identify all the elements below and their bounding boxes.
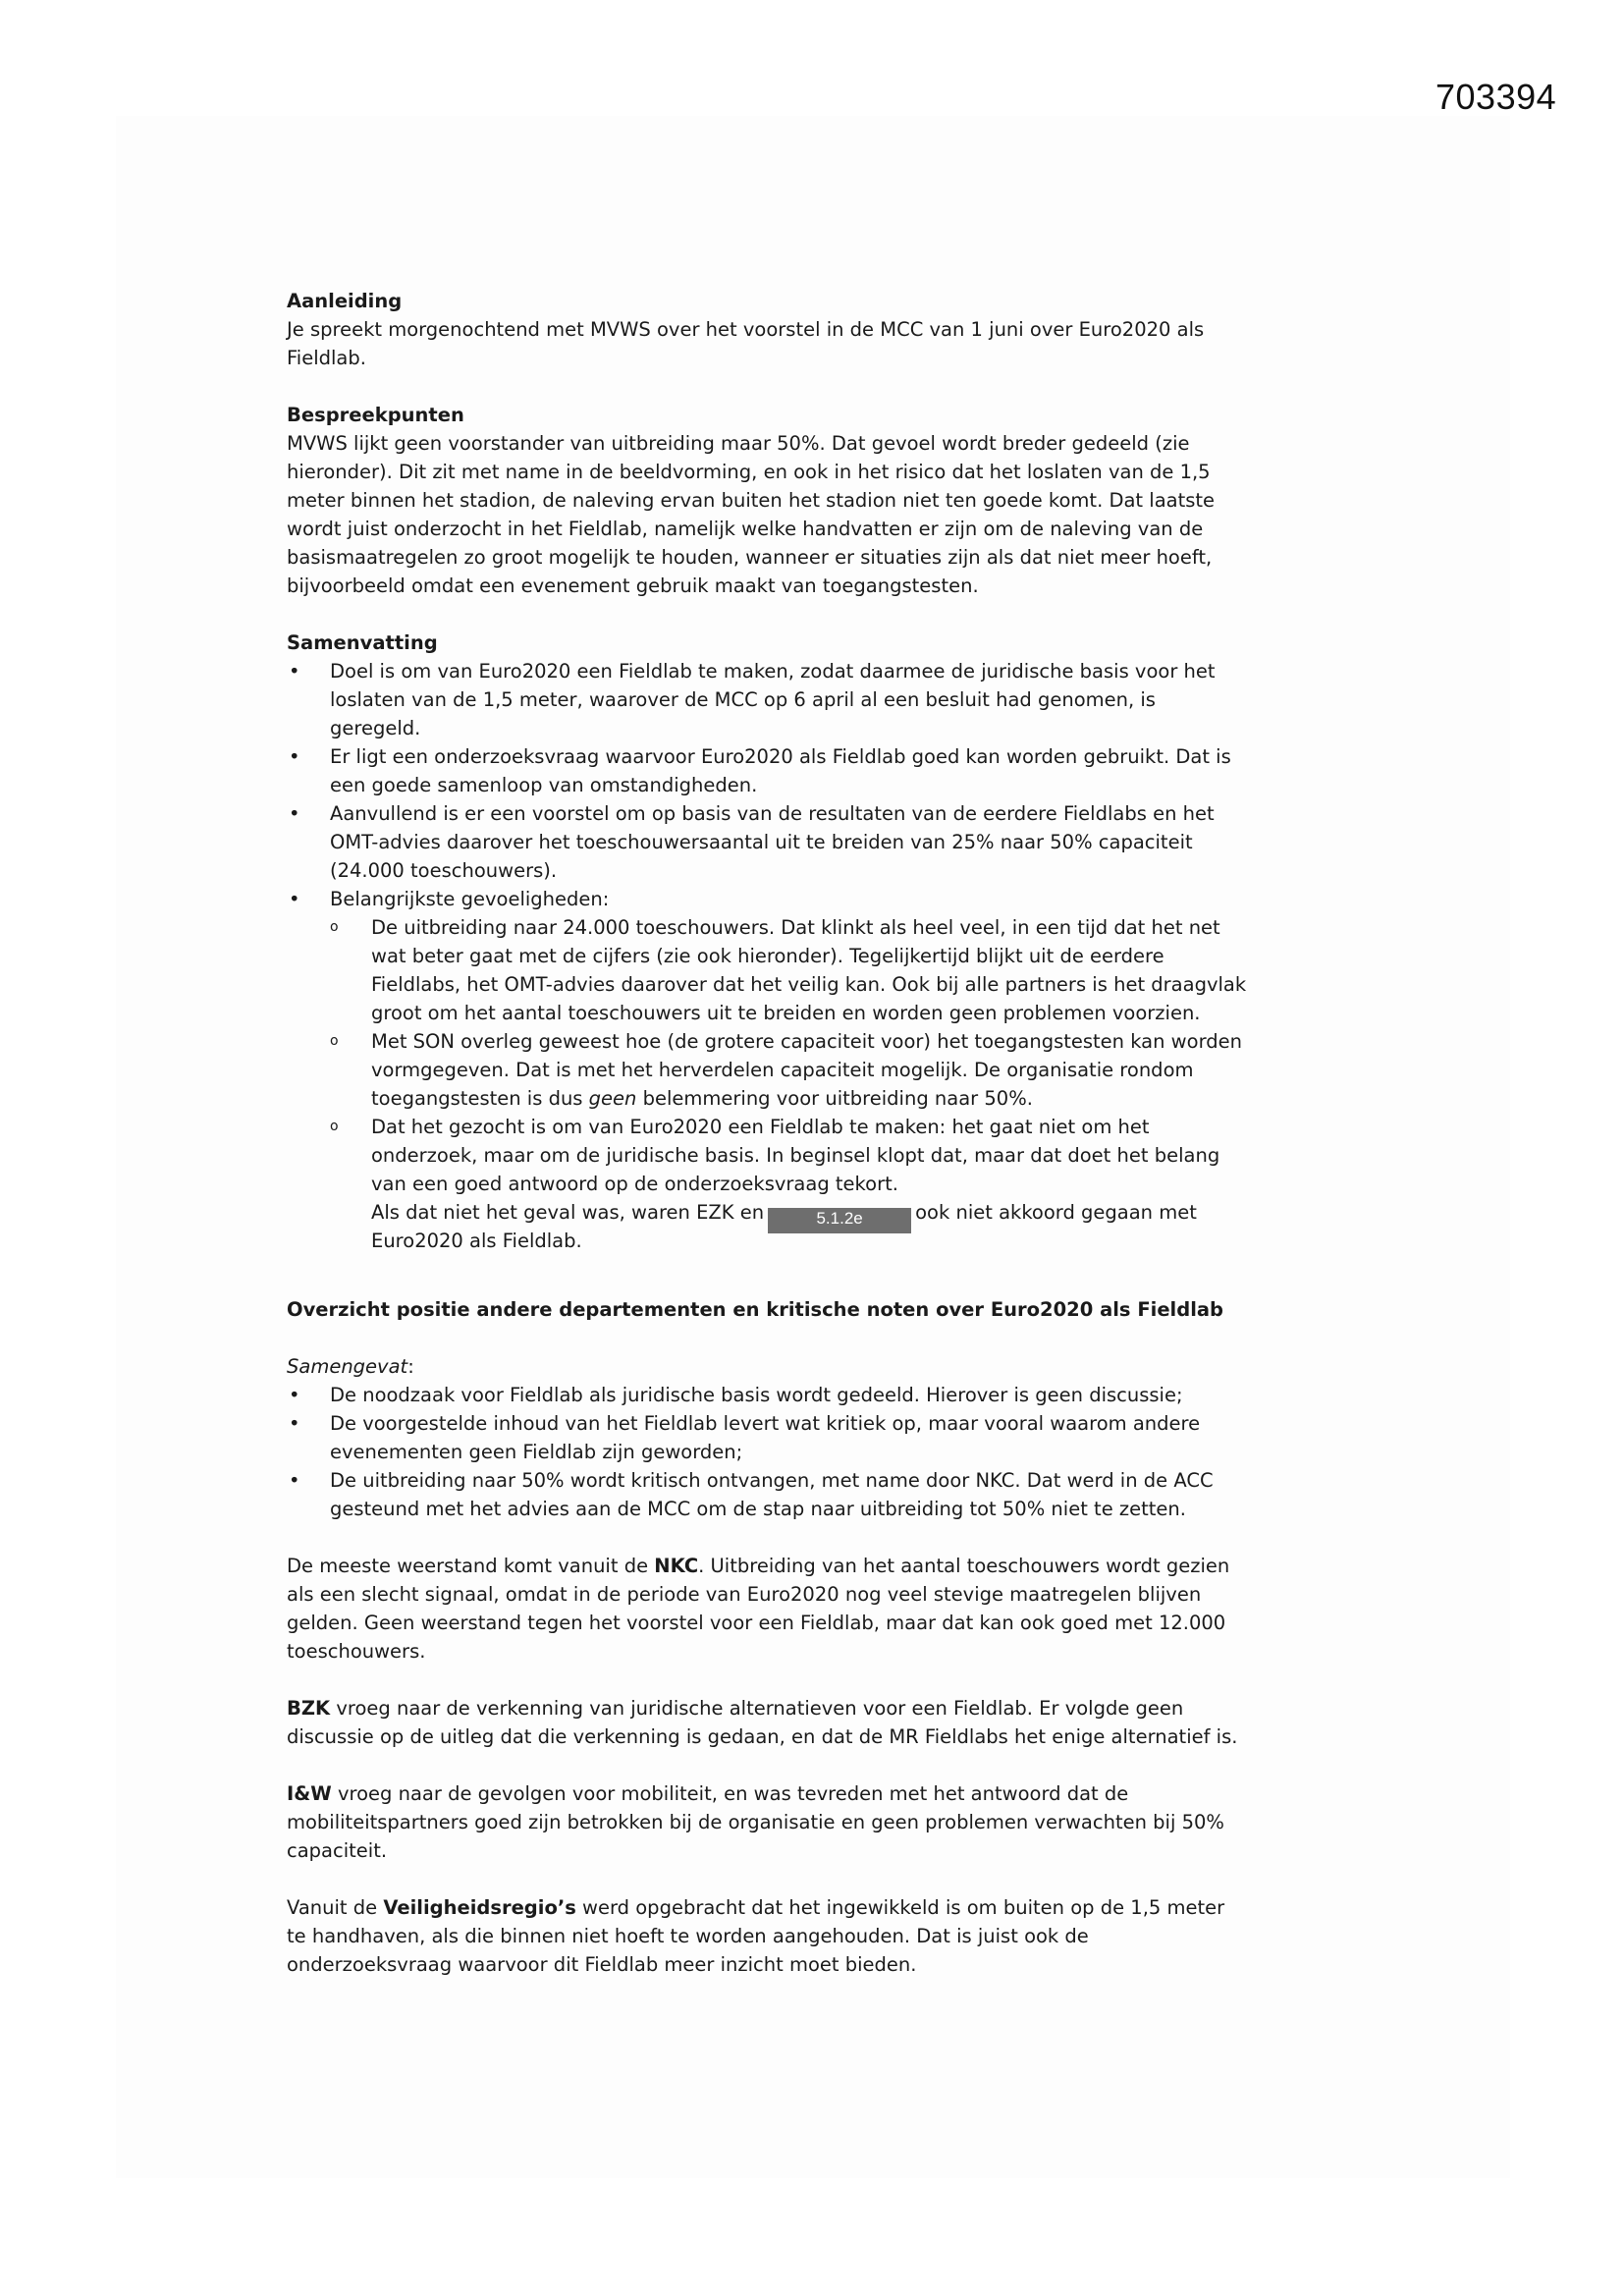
bullet-icon: • — [289, 888, 300, 910]
circle-bullet-icon: o — [330, 1033, 339, 1049]
colon: : — [407, 1355, 414, 1378]
text-run: ook niet akkoord gegaan met — [915, 1201, 1197, 1224]
sub-bullet-line — [371, 1084, 1347, 1113]
bullet-line: Doel is om van Euro2020 een Fieldlab te maken, zodat daarmee de juridische basis voor het — [330, 660, 1216, 683]
bullet-icon: • — [289, 660, 300, 683]
paragraph-line: mobiliteitspartners goed zijn betrokken bij de organisatie en geen problemen verwachten bij 50% — [287, 1811, 1224, 1833]
bullet-item — [287, 657, 1347, 742]
paragraph-line: basismaatregelen zo groot mogelijk te houden, wanneer er situaties zijn als dat niet meer hoeft, — [287, 546, 1213, 569]
paragraph-line: capaciteit. — [287, 1839, 388, 1862]
bold-term: I&W — [287, 1782, 332, 1805]
paragraph-line — [287, 1694, 1347, 1722]
paragraph-line: Je spreekt morgenochtend met MVWS over het voorstel in de MCC van 1 juni over Euro2020 als — [287, 318, 1205, 341]
document-id: 703394 — [1435, 77, 1557, 117]
redaction-box: 5.1.2e — [768, 1208, 911, 1233]
sub-bullet-line — [371, 1198, 1347, 1227]
text-run: vroeg naar de gevolgen voor mobiliteit, en was tevreden met het antwoord dat de — [331, 1782, 1129, 1805]
bullet-icon: • — [289, 1384, 300, 1406]
bullet-icon: • — [289, 1469, 300, 1492]
paragraph-line: onderzoeksvraag waarvoor dit Fieldlab meer inzicht moet bieden. — [287, 1953, 917, 1976]
bullet-icon: • — [289, 1412, 300, 1435]
bullet-line: een goede samenloop van omstandigheden. — [330, 774, 758, 796]
bullet-icon: • — [289, 745, 300, 768]
italic-emphasis: geen — [588, 1087, 637, 1110]
paragraph-line: meter binnen het stadion, de naleving ervan buiten het stadion niet ten goede komt. Dat laatste — [287, 489, 1216, 512]
bullet-line: geregeld. — [330, 717, 421, 739]
bold-term: BZK — [287, 1697, 331, 1720]
text-run: Vanuit de — [287, 1896, 384, 1919]
paragraph-bzk — [287, 1694, 1347, 1751]
text-run: toegangstesten is dus — [371, 1087, 589, 1110]
paragraph-line: MVWS lijkt geen voorstander van uitbreiding maar 50%. Dat gevoel wordt breder gedeeld (zie — [287, 432, 1190, 455]
paragraph-iw — [287, 1779, 1347, 1865]
sub-bullet-item — [287, 1113, 1347, 1255]
bullet-line: De noodzaak voor Fieldlab als juridische basis wordt gedeeld. Hierover is geen discussie; — [330, 1384, 1183, 1406]
paragraph-line: bijvoorbeeld omdat een evenement gebruik maakt van toegangstesten. — [287, 574, 979, 597]
bullet-line: De voorgestelde inhoud van het Fieldlab levert wat kritiek op, maar vooral waarom andere — [330, 1412, 1201, 1435]
text-run: . Uitbreiding van het aantal toeschouwers wordt gezien — [698, 1555, 1230, 1577]
bullet-line: (24.000 toeschouwers). — [330, 859, 558, 882]
bold-term: Veiligheidsregio’s — [383, 1896, 576, 1919]
bullet-item — [287, 799, 1347, 885]
paragraph-line: te handhaven, als die binnen niet hoeft te worden aangehouden. Dat is juist ook de — [287, 1925, 1089, 1947]
text-run: De meeste weerstand komt vanuit de — [287, 1555, 655, 1577]
paragraph-line: wordt juist onderzocht in het Fieldlab, namelijk welke handvatten er zijn om de naleving van de — [287, 518, 1204, 540]
paragraph-nkc — [287, 1552, 1347, 1666]
text-run: vroeg naar de verkenning van juridische alternatieven voor een Fieldlab. Er volgde geen — [330, 1697, 1184, 1720]
sub-bullet-line: Fieldlabs, het OMT-advies daarover dat het veilig kan. Ook bij alle partners is het draagvlak — [371, 973, 1247, 996]
bullet-line: evenementen geen Fieldlab zijn geworden; — [330, 1441, 743, 1463]
section-bespreekpunten — [287, 401, 1347, 600]
paragraph-line: hieronder). Dit zit met name in de beeldvorming, en ook in het risico dat het loslaten van de 1,5 — [287, 461, 1211, 483]
paragraph-veiligheidsregios — [287, 1893, 1347, 1979]
sub-bullet-line: wat beter gaat met de cijfers (zie ook hieronder). Tegelijkertijd blijkt uit de eerdere — [371, 945, 1164, 967]
section-aanleiding — [287, 287, 1347, 372]
bullet-line: Er ligt een onderzoeksvraag waarvoor Euro2020 als Fieldlab goed kan worden gebruikt. Dat is — [330, 745, 1231, 768]
sub-bullet-line: Met SON overleg geweest hoe (de grotere capaciteit voor) het toegangstesten kan worden — [371, 1030, 1242, 1053]
summary-label — [287, 1352, 1347, 1381]
circle-bullet-icon: o — [330, 1119, 339, 1134]
sub-bullet-line: Dat het gezocht is om van Euro2020 een Fieldlab te maken: het gaat niet om het — [371, 1116, 1150, 1138]
bold-term: NKC — [654, 1555, 699, 1577]
heading-overzicht: Overzicht positie andere departementen en kritische noten over Euro2020 als Fieldlab — [287, 1298, 1224, 1321]
bullet-line: OMT-advies daarover het toeschouwersaantal uit te breiden van 25% naar 50% capaciteit — [330, 831, 1193, 853]
paragraph-line — [287, 1779, 1347, 1808]
sub-bullet-item — [287, 913, 1347, 1027]
bullet-line: Belangrijkste gevoeligheden: — [330, 888, 610, 910]
italic-label: Samengevat — [287, 1355, 408, 1378]
paragraph-line: als een slecht signaal, omdat in de periode van Euro2020 nog veel stevige maatregelen blijven — [287, 1583, 1202, 1606]
bullet-line: De uitbreiding naar 50% wordt kritisch ontvangen, met name door NKC. Dat werd in de ACC — [330, 1469, 1214, 1492]
heading-bespreekpunten: Bespreekpunten — [287, 404, 464, 426]
bullet-item — [287, 1381, 1347, 1409]
heading-samenvatting: Samenvatting — [287, 631, 438, 654]
section-overzicht — [287, 1295, 1347, 1979]
bullet-item — [287, 1466, 1347, 1523]
bullet-line: gesteund met het advies aan de MCC om de stap naar uitbreiding tot 50% niet te zetten. — [330, 1498, 1186, 1520]
bullet-item — [287, 742, 1347, 799]
paragraph-line: gelden. Geen weerstand tegen het voorstel voor een Fieldlab, maar dat kan ook goed met 12.000 — [287, 1612, 1226, 1634]
sub-bullet-line: van een goed antwoord op de onderzoeksvraag tekort. — [371, 1173, 898, 1195]
sub-bullet-line: De uitbreiding naar 24.000 toeschouwers. Dat klinkt als heel veel, in een tijd dat het net — [371, 916, 1220, 939]
sub-bullet-line: Euro2020 als Fieldlab. — [371, 1230, 582, 1252]
text-run: Als dat niet het geval was, waren EZK en — [371, 1201, 765, 1224]
bullet-icon: • — [289, 802, 300, 825]
bullet-line: loslaten van de 1,5 meter, waarover de MCC op 6 april al een besluit had genomen, is — [330, 688, 1156, 711]
document-body — [287, 287, 1347, 1979]
paragraph-line: toeschouwers. — [287, 1640, 426, 1663]
paragraph-line — [287, 1552, 1347, 1580]
paragraph-line: Fieldlab. — [287, 347, 366, 369]
sub-bullet-line: vormgegeven. Dat is met het herverdelen capaciteit mogelijk. De organisatie rondom — [371, 1059, 1194, 1081]
text-run: belemmering voor uitbreiding naar 50%. — [636, 1087, 1033, 1110]
heading-aanleiding: Aanleiding — [287, 290, 403, 312]
sub-bullet-line: onderzoek, maar om de juridische basis. In beginsel klopt dat, maar dat doet het belang — [371, 1144, 1220, 1167]
section-samenvatting — [287, 629, 1347, 1255]
circle-bullet-icon: o — [330, 919, 339, 935]
text-run: werd opgebracht dat het ingewikkeld is om buiten op de 1,5 meter — [575, 1896, 1225, 1919]
paragraph-line: discussie op de uitleg dat die verkenning is gedaan, en dat de MR Fieldlabs het enige alternatief is. — [287, 1725, 1238, 1748]
sub-bullet-line: groot om het aantal toeschouwers uit te breiden en worden geen problemen voorzien. — [371, 1002, 1201, 1024]
paragraph-line — [287, 1893, 1347, 1922]
bullet-item — [287, 885, 1347, 913]
sub-bullet-item — [287, 1027, 1347, 1113]
bullet-item — [287, 1409, 1347, 1466]
bullet-line: Aanvullend is er een voorstel om op basis van de resultaten van de eerdere Fieldlabs en het — [330, 802, 1215, 825]
